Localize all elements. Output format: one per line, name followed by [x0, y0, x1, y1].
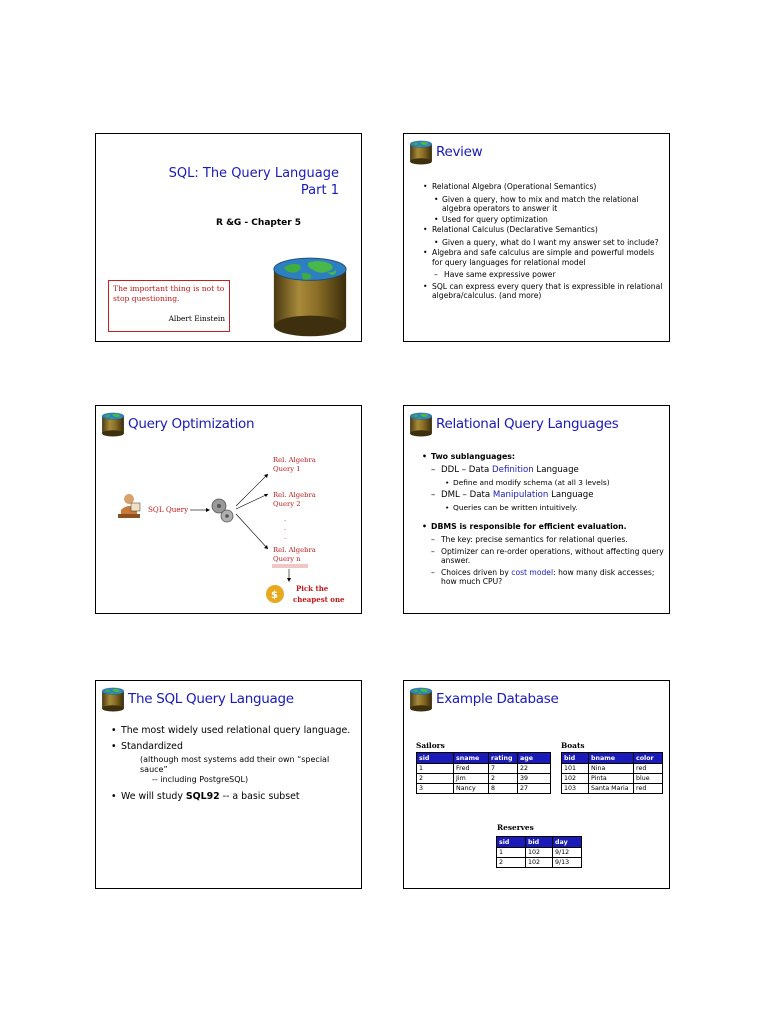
database-globe-icon — [408, 139, 434, 165]
plan-2-label: Rel. Algebra — [273, 491, 316, 499]
pick-label-1: Pick the — [296, 584, 329, 593]
dml-text-end: Language — [548, 490, 594, 500]
table-cell: Nancy — [454, 784, 489, 794]
table-cell: 102 — [526, 848, 553, 858]
list-item: • Standardized — [110, 741, 357, 753]
slide-heading: The SQL Query Language — [128, 691, 294, 707]
ellipsis-dot: . — [284, 524, 287, 532]
table-cell: Santa Maria — [589, 784, 634, 794]
dml-highlight: Manipulation — [492, 490, 549, 500]
money-bag-icon — [266, 585, 284, 603]
table-cell: blue — [634, 774, 663, 784]
database-globe-icon — [100, 686, 126, 712]
column-header: sid — [497, 837, 526, 848]
table-cell: 2 — [489, 774, 518, 784]
table-cell: 9/13 — [553, 858, 582, 868]
sub-sub-list-item: • Queries can be written intuitively. — [445, 503, 665, 513]
column-header: day — [553, 837, 582, 848]
table-row — [417, 774, 551, 784]
svg-text:$: $ — [271, 590, 278, 601]
sql92-text: We will study — [121, 791, 186, 802]
boats-table — [561, 752, 663, 794]
cost-text: Choices driven by — [441, 567, 512, 577]
slide-header — [408, 410, 618, 438]
plan-2-name: Query 2 — [273, 500, 301, 508]
column-header: sid — [417, 753, 454, 764]
table-cell: 39 — [518, 774, 551, 784]
slide-heading: Query Optimization — [128, 416, 255, 432]
plan-n-name: Query n — [273, 555, 301, 563]
quote-text: The important thing is not to stop questioning. — [113, 284, 225, 303]
sub-list-item — [431, 490, 665, 501]
sub-note-line-1: (although most systems add their own “special sauce” — [140, 755, 330, 774]
list-item: • The most widely used relational query language. — [110, 725, 357, 737]
sub-list-item: – Have same expressive power — [434, 270, 663, 280]
table-row — [562, 764, 663, 774]
slide-relational-query-languages — [403, 405, 670, 614]
sub-list-item: – The key: precise semantics for relational queries. — [431, 535, 665, 545]
slide-heading: Example Database — [436, 691, 559, 707]
table-cell: red — [634, 784, 663, 794]
table-cell: 103 — [562, 784, 589, 794]
title-line-1: SQL: The Query Language — [168, 166, 339, 181]
slide-header — [100, 685, 294, 713]
slide-query-optimization — [95, 405, 362, 614]
table-cell: 102 — [562, 774, 589, 784]
sub-sub-list-item: • Define and modify schema (at all 3 levels) — [445, 478, 665, 488]
slide-header — [408, 685, 558, 713]
table-row — [497, 848, 582, 858]
slide-sql-query-language — [95, 680, 362, 889]
sub-list-item: • Given a query, how to mix and match the relational algebra operators to answer it — [434, 195, 663, 214]
table-row — [417, 764, 551, 774]
ddl-text-end: Language — [533, 465, 579, 475]
reserves-label: Reserves — [497, 823, 534, 832]
bullet-list — [110, 725, 357, 807]
table-cell: 1 — [417, 764, 454, 774]
ddl-highlight: Definition — [492, 465, 534, 475]
plan-1-label: Rel. Algebra — [273, 456, 316, 464]
person-icon — [118, 494, 140, 518]
table-cell: 9/12 — [553, 848, 582, 858]
slide-title-heading — [96, 165, 339, 199]
database-globe-icon — [408, 411, 434, 437]
column-header: color — [634, 753, 663, 764]
column-header: bname — [589, 753, 634, 764]
list-item: • Relational Algebra (Operational Semantics) — [422, 182, 663, 192]
ellipsis-dot: . — [284, 515, 287, 523]
sql92-bold: SQL92 — [185, 791, 220, 802]
table-cell: 22 — [518, 764, 551, 774]
database-globe-icon — [266, 252, 354, 338]
table-cell: 102 — [526, 858, 553, 868]
slide-heading: Review — [436, 144, 483, 160]
reserves-table — [496, 836, 582, 868]
plan-1-name: Query 1 — [273, 465, 301, 473]
sub-list-item: • Given a query, what do I want my answer set to include? — [434, 238, 663, 248]
table-cell: Jim — [454, 774, 489, 784]
sql-query-label: SQL Query — [148, 505, 189, 514]
column-header: rating — [489, 753, 518, 764]
cost-highlight: cost model — [511, 567, 554, 577]
quote-box — [108, 280, 230, 332]
table-row — [417, 784, 551, 794]
slide-example-database — [403, 680, 670, 889]
slide-header — [408, 138, 482, 166]
slide-title — [95, 133, 362, 342]
cost-text-end: : how many disk accesses; how much CPU? — [441, 567, 655, 586]
list-item: • Two sublanguages: — [421, 452, 665, 462]
database-globe-icon — [408, 686, 434, 712]
boats-label: Boats — [561, 741, 585, 750]
quote-author: Albert Einstein — [168, 314, 225, 323]
list-item: • DBMS is responsible for efficient evaluation. — [421, 522, 665, 532]
table-cell: 101 — [562, 764, 589, 774]
table-row — [562, 774, 663, 784]
table-cell: Pinta — [589, 774, 634, 784]
bullet-list — [421, 448, 665, 589]
bullet-list — [422, 182, 663, 304]
table-cell: 1 — [497, 848, 526, 858]
table-cell: 2 — [417, 774, 454, 784]
table-cell: 8 — [489, 784, 518, 794]
sub-list-item: • Used for query optimization — [434, 215, 663, 225]
sql92-text-end: -- a basic subset — [219, 791, 300, 802]
list-item: • Relational Calculus (Declarative Semantics) — [422, 225, 663, 235]
slide-heading: Relational Query Languages — [436, 416, 619, 432]
sailors-label: Sailors — [416, 741, 445, 750]
list-item: • SQL can express every query that is expressible in relational algebra/calculus. (and more) — [422, 282, 663, 301]
chapter-label: R &G - Chapter 5 — [216, 218, 302, 228]
slide-review — [403, 133, 670, 342]
list-item — [110, 791, 357, 803]
dml-text: DML – Data — [441, 490, 493, 500]
column-header: bid — [562, 753, 589, 764]
table-cell: 2 — [497, 858, 526, 868]
table-cell: 27 — [518, 784, 551, 794]
sub-list-item — [431, 465, 665, 476]
list-item: • Algebra and safe calculus are simple and powerful models for query languages for relational model — [422, 248, 663, 267]
gears-icon — [212, 499, 233, 522]
table-cell: 3 — [417, 784, 454, 794]
sub-note — [140, 755, 357, 785]
sub-list-item — [431, 568, 665, 587]
table-row — [497, 858, 582, 868]
plan-n-label: Rel. Algebra — [273, 546, 316, 554]
column-header: bid — [526, 837, 553, 848]
column-header: sname — [454, 753, 489, 764]
table-cell: red — [634, 764, 663, 774]
column-header: age — [518, 753, 551, 764]
table-cell: Fred — [454, 764, 489, 774]
ddl-text: DDL – Data — [441, 465, 493, 475]
title-line-2: Part 1 — [300, 183, 339, 198]
optimization-diagram — [96, 406, 361, 613]
sub-list-item: – Optimizer can re-order operations, without affecting query answer. — [431, 547, 665, 566]
table-cell: Nina — [589, 764, 634, 774]
sub-note-line-2: -- including PostgreSQL) — [152, 775, 249, 784]
pick-label-2: cheapest one — [293, 595, 345, 604]
table-row — [562, 784, 663, 794]
ellipsis-dot: . — [284, 533, 287, 541]
table-cell: 7 — [489, 764, 518, 774]
sailors-table — [416, 752, 551, 794]
